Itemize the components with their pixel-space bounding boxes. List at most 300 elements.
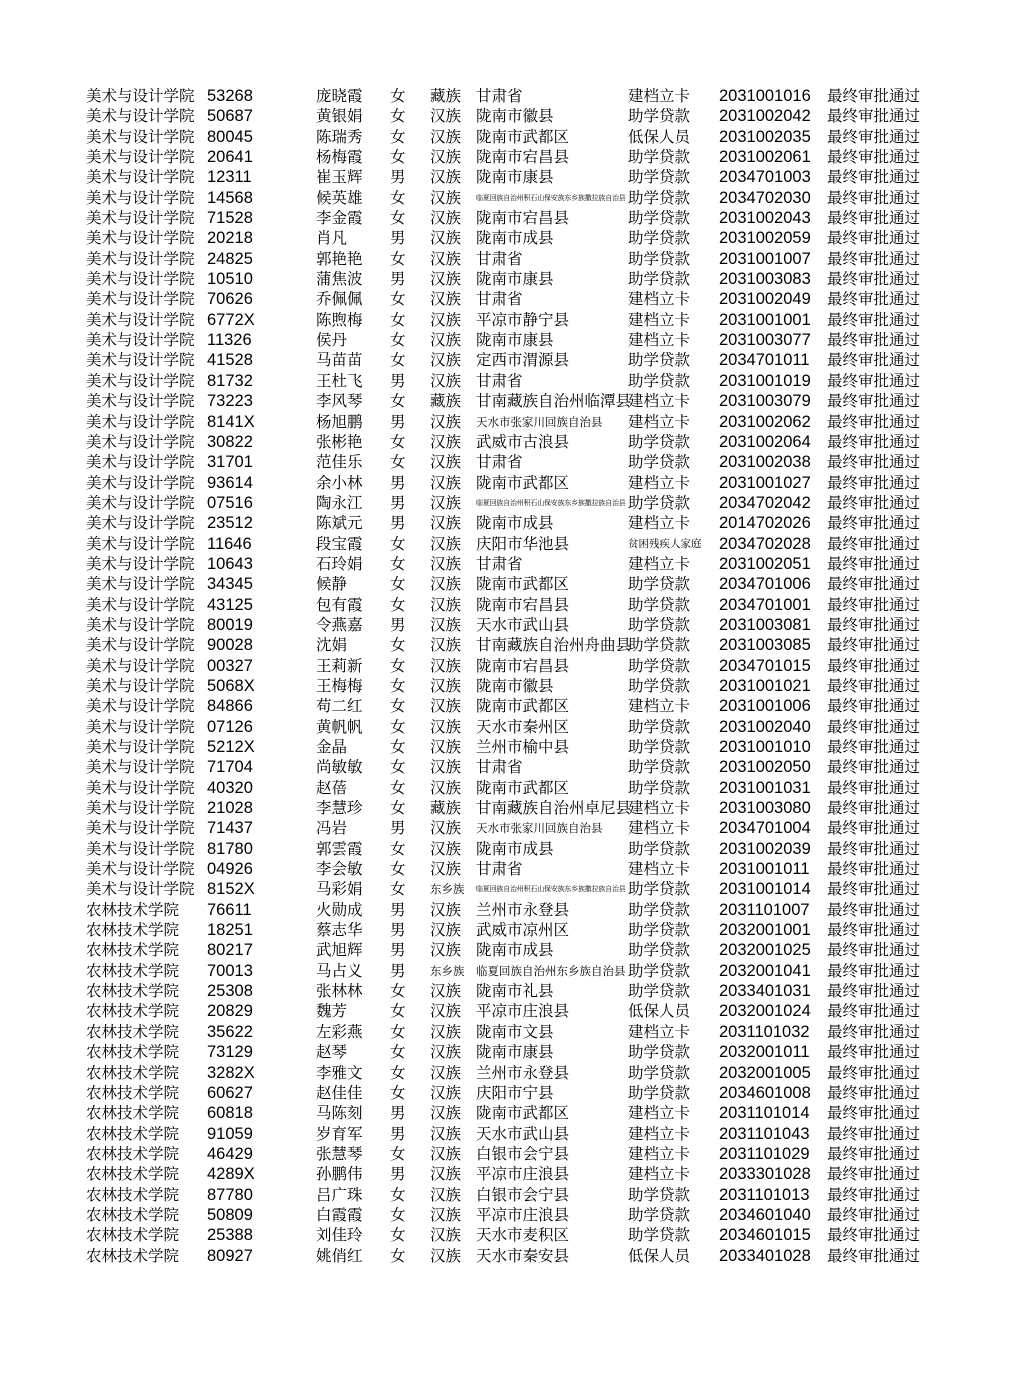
table-row [86, 432, 946, 452]
id-suffix-cell: 21028 [207, 799, 253, 818]
table-row [86, 1001, 946, 1021]
table-row [86, 920, 946, 940]
gender-cell: 女 [390, 1083, 406, 1102]
college-cell: 美术与设计学院 [86, 331, 195, 350]
table-row [86, 818, 946, 838]
status-cell: 最终审批通过 [827, 493, 921, 512]
aid-type-cell: 助学贷款 [628, 270, 691, 289]
aid-type-cell: 助学贷款 [628, 595, 691, 614]
college-cell: 农林技术学院 [86, 1246, 180, 1265]
ethnicity-cell: 汉族 [430, 941, 462, 960]
gender-cell: 女 [390, 392, 406, 411]
ethnicity-cell: 汉族 [430, 819, 462, 838]
college-cell: 美术与设计学院 [86, 697, 195, 716]
status-cell: 最终审批通过 [827, 1144, 921, 1163]
college-cell: 美术与设计学院 [86, 575, 195, 594]
region-cell: 天水市武山县 [476, 615, 570, 634]
application-number-cell: 2034702028 [719, 534, 811, 553]
region-cell: 陇南市成县 [476, 229, 554, 248]
status-cell: 最终审批通过 [827, 148, 921, 167]
college-cell: 美术与设计学院 [86, 738, 195, 756]
name-cell: 崔玉辉 [316, 168, 363, 187]
gender-cell: 女 [390, 351, 406, 370]
aid-type-cell: 助学贷款 [628, 717, 691, 736]
college-cell: 农林技术学院 [86, 1226, 180, 1245]
gender-cell: 女 [390, 1063, 406, 1082]
table-row [86, 371, 946, 391]
region-cell: 天水市秦安县 [476, 1246, 570, 1265]
id-suffix-cell: 6772X [207, 310, 255, 329]
ethnicity-cell: 汉族 [430, 1185, 462, 1204]
table-row [86, 147, 946, 167]
region-cell: 平凉市静宁县 [476, 310, 570, 329]
aid-type-cell: 助学贷款 [628, 1083, 691, 1102]
college-cell: 美术与设计学院 [86, 107, 195, 126]
application-number-cell: 2031002049 [719, 290, 811, 309]
region-cell: 平凉市庄浪县 [476, 1002, 570, 1021]
gender-cell: 男 [390, 941, 406, 960]
table-row [86, 350, 946, 370]
id-suffix-cell: 71704 [207, 758, 253, 777]
region-cell: 兰州市永登县 [476, 900, 570, 919]
table-row [86, 1205, 946, 1225]
gender-cell: 女 [390, 1226, 406, 1245]
name-cell: 李会敏 [316, 860, 363, 879]
name-cell: 赵蓓 [316, 778, 348, 797]
college-cell: 美术与设计学院 [86, 270, 195, 289]
status-cell: 最终审批通过 [827, 290, 921, 309]
status-cell: 最终审批通过 [827, 554, 921, 573]
application-number-cell: 2031003081 [719, 615, 811, 634]
aid-type-cell: 助学贷款 [628, 107, 691, 126]
status-cell: 最终审批通过 [827, 331, 921, 350]
application-number-cell: 2031101029 [719, 1144, 810, 1163]
name-cell: 赵琴 [316, 1043, 348, 1062]
college-cell: 美术与设计学院 [86, 595, 195, 614]
application-number-cell: 2031001010 [719, 738, 811, 756]
id-suffix-cell: 73129 [207, 1043, 253, 1062]
application-number-cell: 2033401028 [719, 1246, 811, 1265]
gender-cell: 女 [390, 697, 406, 716]
ethnicity-cell: 汉族 [430, 717, 462, 736]
gender-cell: 男 [390, 270, 406, 289]
id-suffix-cell: 80045 [207, 127, 253, 146]
gender-cell: 男 [390, 1124, 406, 1143]
college-cell: 美术与设计学院 [86, 758, 195, 777]
aid-type-cell: 建档立卡 [628, 473, 691, 492]
name-cell: 余小林 [316, 473, 363, 492]
college-cell: 农林技术学院 [86, 1205, 180, 1224]
table-row [86, 167, 946, 187]
id-suffix-cell: 10510 [207, 270, 253, 289]
table-row [86, 1063, 946, 1083]
aid-type-cell: 助学贷款 [628, 209, 691, 228]
region-cell: 甘肃省 [476, 290, 523, 309]
table-row [86, 412, 946, 432]
id-suffix-cell: 11326 [207, 331, 252, 350]
id-suffix-cell: 80927 [207, 1246, 253, 1265]
id-suffix-cell: 3282X [207, 1063, 255, 1082]
application-number-cell: 2031002064 [719, 432, 811, 451]
aid-type-cell: 助学贷款 [628, 1043, 691, 1062]
table-row [86, 859, 946, 879]
ethnicity-cell: 汉族 [430, 982, 462, 1001]
ethnicity-cell: 汉族 [430, 697, 462, 716]
college-cell: 美术与设计学院 [86, 839, 195, 858]
application-number-cell: 2034601008 [719, 1083, 811, 1102]
aid-type-cell: 建档立卡 [628, 290, 691, 309]
name-cell: 包有霞 [316, 595, 363, 614]
ethnicity-cell: 汉族 [430, 900, 462, 919]
ethnicity-cell: 汉族 [430, 656, 462, 675]
college-cell: 美术与设计学院 [86, 188, 195, 207]
application-number-cell: 2034701011 [719, 351, 810, 370]
region-cell: 陇南市徽县 [476, 676, 554, 695]
region-cell: 陇南市宕昌县 [476, 148, 570, 167]
region-cell: 甘肃省 [476, 87, 523, 105]
name-cell: 岁育军 [316, 1124, 363, 1143]
aid-type-cell: 助学贷款 [628, 575, 691, 594]
region-cell: 甘南藏族自治州舟曲县 [476, 636, 632, 655]
table-row [86, 473, 946, 493]
name-cell: 黄帆帆 [316, 717, 363, 736]
college-cell: 美术与设计学院 [86, 615, 195, 634]
region-cell: 陇南市宕昌县 [476, 595, 570, 614]
id-suffix-cell: 5068X [207, 676, 255, 695]
ethnicity-cell: 汉族 [430, 148, 462, 167]
ethnicity-cell: 汉族 [430, 1246, 462, 1265]
status-cell: 最终审批通过 [827, 778, 921, 797]
status-cell: 最终审批通过 [827, 453, 921, 472]
aid-type-cell: 建档立卡 [628, 1022, 691, 1041]
gender-cell: 女 [390, 1022, 406, 1041]
college-cell: 美术与设计学院 [86, 432, 195, 451]
application-number-cell: 2034701015 [719, 656, 811, 675]
aid-type-cell: 建档立卡 [628, 1144, 691, 1163]
name-cell: 白霞霞 [316, 1205, 363, 1224]
ethnicity-cell: 汉族 [430, 595, 462, 614]
id-suffix-cell: 07126 [207, 717, 253, 736]
region-cell: 定西市渭源县 [476, 351, 570, 370]
application-number-cell: 2032001005 [719, 1063, 811, 1082]
aid-type-cell: 助学贷款 [628, 982, 691, 1001]
application-number-cell: 2031002035 [719, 127, 811, 146]
region-cell: 陇南市宕昌县 [476, 209, 570, 228]
college-cell: 农林技术学院 [86, 1104, 180, 1123]
table-row [86, 839, 946, 859]
college-cell: 美术与设计学院 [86, 799, 195, 818]
status-cell: 最终审批通过 [827, 575, 921, 594]
name-cell: 候静 [316, 575, 348, 594]
ethnicity-cell: 汉族 [430, 412, 462, 431]
college-cell: 美术与设计学院 [86, 209, 195, 228]
ethnicity-cell: 汉族 [430, 107, 462, 126]
gender-cell: 男 [390, 493, 406, 512]
status-cell: 最终审批通过 [827, 961, 921, 980]
status-cell: 最终审批通过 [827, 209, 921, 228]
gender-cell: 女 [390, 127, 406, 146]
ethnicity-cell: 汉族 [430, 1063, 462, 1082]
application-number-cell: 2032001024 [719, 1002, 811, 1021]
ethnicity-cell: 汉族 [430, 534, 462, 553]
gender-cell: 女 [390, 839, 406, 858]
college-cell: 美术与设计学院 [86, 310, 195, 329]
id-suffix-cell: 87780 [207, 1185, 253, 1204]
table-row [86, 900, 946, 920]
id-suffix-cell: 71437 [207, 819, 253, 838]
status-cell: 最终审批通过 [827, 310, 921, 329]
status-cell: 最终审批通过 [827, 676, 921, 695]
college-cell: 美术与设计学院 [86, 168, 195, 187]
application-number-cell: 2034702042 [719, 493, 811, 512]
name-cell: 令燕嘉 [316, 615, 363, 634]
id-suffix-cell: 76611 [207, 900, 252, 919]
aid-type-cell: 助学贷款 [628, 961, 691, 980]
college-cell: 美术与设计学院 [86, 514, 195, 533]
region-cell: 临夏回族自治州积石山保安族东乡族撒拉族自治县 [476, 498, 626, 507]
ethnicity-cell: 汉族 [430, 432, 462, 451]
aid-type-cell: 助学贷款 [628, 453, 691, 472]
gender-cell: 女 [390, 758, 406, 777]
id-suffix-cell: 25308 [207, 982, 253, 1001]
region-cell: 天水市武山县 [476, 1124, 570, 1143]
status-cell: 最终审批通过 [827, 270, 921, 289]
name-cell: 肖凡 [316, 229, 348, 248]
id-suffix-cell: 20218 [207, 229, 253, 248]
table-row [86, 330, 946, 350]
ethnicity-cell: 汉族 [430, 1043, 462, 1062]
id-suffix-cell: 4289X [207, 1165, 255, 1184]
college-cell: 美术与设计学院 [86, 819, 195, 838]
table-row [86, 757, 946, 777]
table-row [86, 574, 946, 594]
id-suffix-cell: 18251 [207, 921, 253, 940]
name-cell: 冯岩 [316, 819, 348, 838]
status-cell: 最终审批通过 [827, 432, 921, 451]
gender-cell: 男 [390, 961, 406, 980]
gender-cell: 男 [390, 412, 406, 431]
table-row [86, 188, 946, 208]
aid-type-cell: 建档立卡 [628, 412, 691, 431]
id-suffix-cell: 10643 [207, 554, 253, 573]
id-suffix-cell: 24825 [207, 249, 253, 268]
name-cell: 段宝霞 [316, 534, 363, 553]
gender-cell: 女 [390, 249, 406, 268]
gender-cell: 女 [390, 717, 406, 736]
id-suffix-cell: 35622 [207, 1022, 253, 1041]
region-cell: 陇南市武都区 [476, 778, 570, 797]
status-cell: 最终审批通过 [827, 87, 921, 105]
status-cell: 最终审批通过 [827, 1165, 921, 1184]
name-cell: 苟二红 [316, 697, 363, 716]
status-cell: 最终审批通过 [827, 636, 921, 655]
college-cell: 农林技术学院 [86, 1083, 180, 1102]
table-row [86, 940, 946, 960]
college-cell: 美术与设计学院 [86, 127, 195, 146]
name-cell: 沈娟 [316, 636, 348, 655]
id-suffix-cell: 20829 [207, 1002, 253, 1021]
region-cell: 兰州市永登县 [476, 1063, 570, 1082]
table-row [86, 452, 946, 472]
status-cell: 最终审批通过 [827, 1002, 921, 1021]
status-cell: 最终审批通过 [827, 229, 921, 248]
table-row [86, 879, 946, 899]
ethnicity-cell: 汉族 [430, 188, 462, 207]
ethnicity-cell: 汉族 [430, 1144, 462, 1163]
name-cell: 张林林 [316, 982, 363, 1001]
id-suffix-cell: 07516 [207, 493, 253, 512]
application-number-cell: 2031002039 [719, 839, 811, 858]
ethnicity-cell: 汉族 [430, 270, 462, 289]
application-number-cell: 2034701004 [719, 819, 811, 838]
gender-cell: 女 [390, 1246, 406, 1265]
id-suffix-cell: 31701 [207, 453, 253, 472]
region-cell: 陇南市康县 [476, 331, 554, 350]
college-cell: 美术与设计学院 [86, 493, 195, 512]
name-cell: 范佳乐 [316, 453, 363, 472]
college-cell: 美术与设计学院 [86, 534, 195, 553]
id-suffix-cell: 30822 [207, 432, 253, 451]
application-number-cell: 2031002050 [719, 758, 811, 777]
name-cell: 金晶 [316, 738, 348, 756]
table-row [86, 1124, 946, 1144]
application-number-cell: 2034601015 [719, 1226, 811, 1245]
application-number-cell: 2034702030 [719, 188, 811, 207]
id-suffix-cell: 14568 [207, 188, 253, 207]
gender-cell: 男 [390, 1104, 406, 1123]
name-cell: 陶永江 [316, 493, 363, 512]
ethnicity-cell: 汉族 [430, 921, 462, 940]
name-cell: 陈煦梅 [316, 310, 363, 329]
status-cell: 最终审批通过 [827, 758, 921, 777]
region-cell: 陇南市礼县 [476, 982, 554, 1001]
application-number-cell: 2032001041 [719, 961, 811, 980]
table-row [86, 615, 946, 635]
name-cell: 蔡志华 [316, 921, 363, 940]
table-row [86, 493, 946, 513]
region-cell: 陇南市文县 [476, 1022, 554, 1041]
aid-type-cell: 低保人员 [628, 1002, 691, 1021]
name-cell: 马彩娟 [316, 880, 363, 899]
table-row [86, 1185, 946, 1205]
college-cell: 美术与设计学院 [86, 371, 195, 390]
name-cell: 乔佩佩 [316, 290, 363, 309]
id-suffix-cell: 50809 [207, 1205, 253, 1224]
aid-type-cell: 建档立卡 [628, 87, 691, 105]
college-cell: 美术与设计学院 [86, 392, 195, 411]
name-cell: 武旭辉 [316, 941, 363, 960]
name-cell: 郭艳艳 [316, 249, 363, 268]
region-cell: 陇南市成县 [476, 941, 554, 960]
aid-type-cell: 助学贷款 [628, 493, 691, 512]
application-number-cell: 2031002059 [719, 229, 811, 248]
gender-cell: 女 [390, 1043, 406, 1062]
application-number-cell: 2031002051 [719, 554, 811, 573]
application-number-cell: 2032001011 [719, 1043, 810, 1062]
region-cell: 甘南藏族自治州卓尼县 [476, 799, 632, 818]
gender-cell: 男 [390, 615, 406, 634]
ethnicity-cell: 汉族 [430, 351, 462, 370]
status-cell: 最终审批通过 [827, 249, 921, 268]
aid-type-cell: 助学贷款 [628, 148, 691, 167]
gender-cell: 女 [390, 290, 406, 309]
id-suffix-cell: 91059 [207, 1124, 253, 1143]
aid-type-cell: 助学贷款 [628, 656, 691, 675]
application-number-cell: 2031101014 [719, 1104, 810, 1123]
table-row [86, 1083, 946, 1103]
name-cell: 侯丹 [316, 331, 348, 350]
name-cell: 陈瑞秀 [316, 127, 363, 146]
region-cell: 陇南市徽县 [476, 107, 554, 126]
gender-cell: 女 [390, 1144, 406, 1163]
table-row [86, 1103, 946, 1123]
aid-type-cell: 助学贷款 [628, 188, 691, 207]
table-row [86, 1042, 946, 1062]
gender-cell: 女 [390, 209, 406, 228]
gender-cell: 女 [390, 310, 406, 329]
id-suffix-cell: 11646 [207, 534, 252, 553]
ethnicity-cell: 汉族 [430, 554, 462, 573]
ethnicity-cell: 东乡族 [430, 882, 465, 897]
ethnicity-cell: 汉族 [430, 290, 462, 309]
id-suffix-cell: 90028 [207, 636, 253, 655]
region-cell: 陇南市成县 [476, 514, 554, 533]
college-cell: 农林技术学院 [86, 900, 180, 919]
status-cell: 最终审批通过 [827, 880, 921, 899]
application-number-cell: 2031002043 [719, 209, 811, 228]
aid-type-cell: 助学贷款 [628, 900, 691, 919]
gender-cell: 女 [390, 778, 406, 797]
college-cell: 美术与设计学院 [86, 676, 195, 695]
name-cell: 候英雄 [316, 188, 363, 207]
table-row [86, 717, 946, 737]
name-cell: 王梅梅 [316, 676, 363, 695]
id-suffix-cell: 71528 [207, 209, 253, 228]
region-cell: 甘肃省 [476, 371, 523, 390]
id-suffix-cell: 40320 [207, 778, 253, 797]
status-cell: 最终审批通过 [827, 819, 921, 838]
region-cell: 临夏回族自治州积石山保安族东乡族撒拉族自治县 [476, 885, 626, 894]
name-cell: 庞晓霞 [316, 87, 363, 105]
region-cell: 甘南藏族自治州临潭县 [476, 392, 632, 411]
name-cell: 马占义 [316, 961, 363, 980]
aid-type-cell: 建档立卡 [628, 819, 691, 838]
ethnicity-cell: 汉族 [430, 1104, 462, 1123]
table-row [86, 1022, 946, 1042]
college-cell: 美术与设计学院 [86, 860, 195, 879]
aid-type-cell: 建档立卡 [628, 392, 691, 411]
table-row [86, 289, 946, 309]
application-number-cell: 2014702026 [719, 514, 811, 533]
status-cell: 最终审批通过 [827, 188, 921, 207]
table-row [86, 513, 946, 533]
application-number-cell: 2034701003 [719, 168, 811, 187]
status-cell: 最终审批通过 [827, 1043, 921, 1062]
application-number-cell: 2034601040 [719, 1205, 811, 1224]
table-row [86, 127, 946, 147]
id-suffix-cell: 84866 [207, 697, 253, 716]
ethnicity-cell: 汉族 [430, 249, 462, 268]
name-cell: 吕广珠 [316, 1185, 363, 1204]
college-cell: 美术与设计学院 [86, 229, 195, 248]
region-cell: 白银市会宁县 [476, 1185, 570, 1204]
ethnicity-cell: 汉族 [430, 738, 462, 756]
application-number-cell: 2031003077 [719, 331, 811, 350]
region-cell: 陇南市武都区 [476, 1104, 570, 1123]
college-cell: 美术与设计学院 [86, 249, 195, 268]
id-suffix-cell: 93614 [207, 473, 253, 492]
ethnicity-cell: 汉族 [430, 127, 462, 146]
